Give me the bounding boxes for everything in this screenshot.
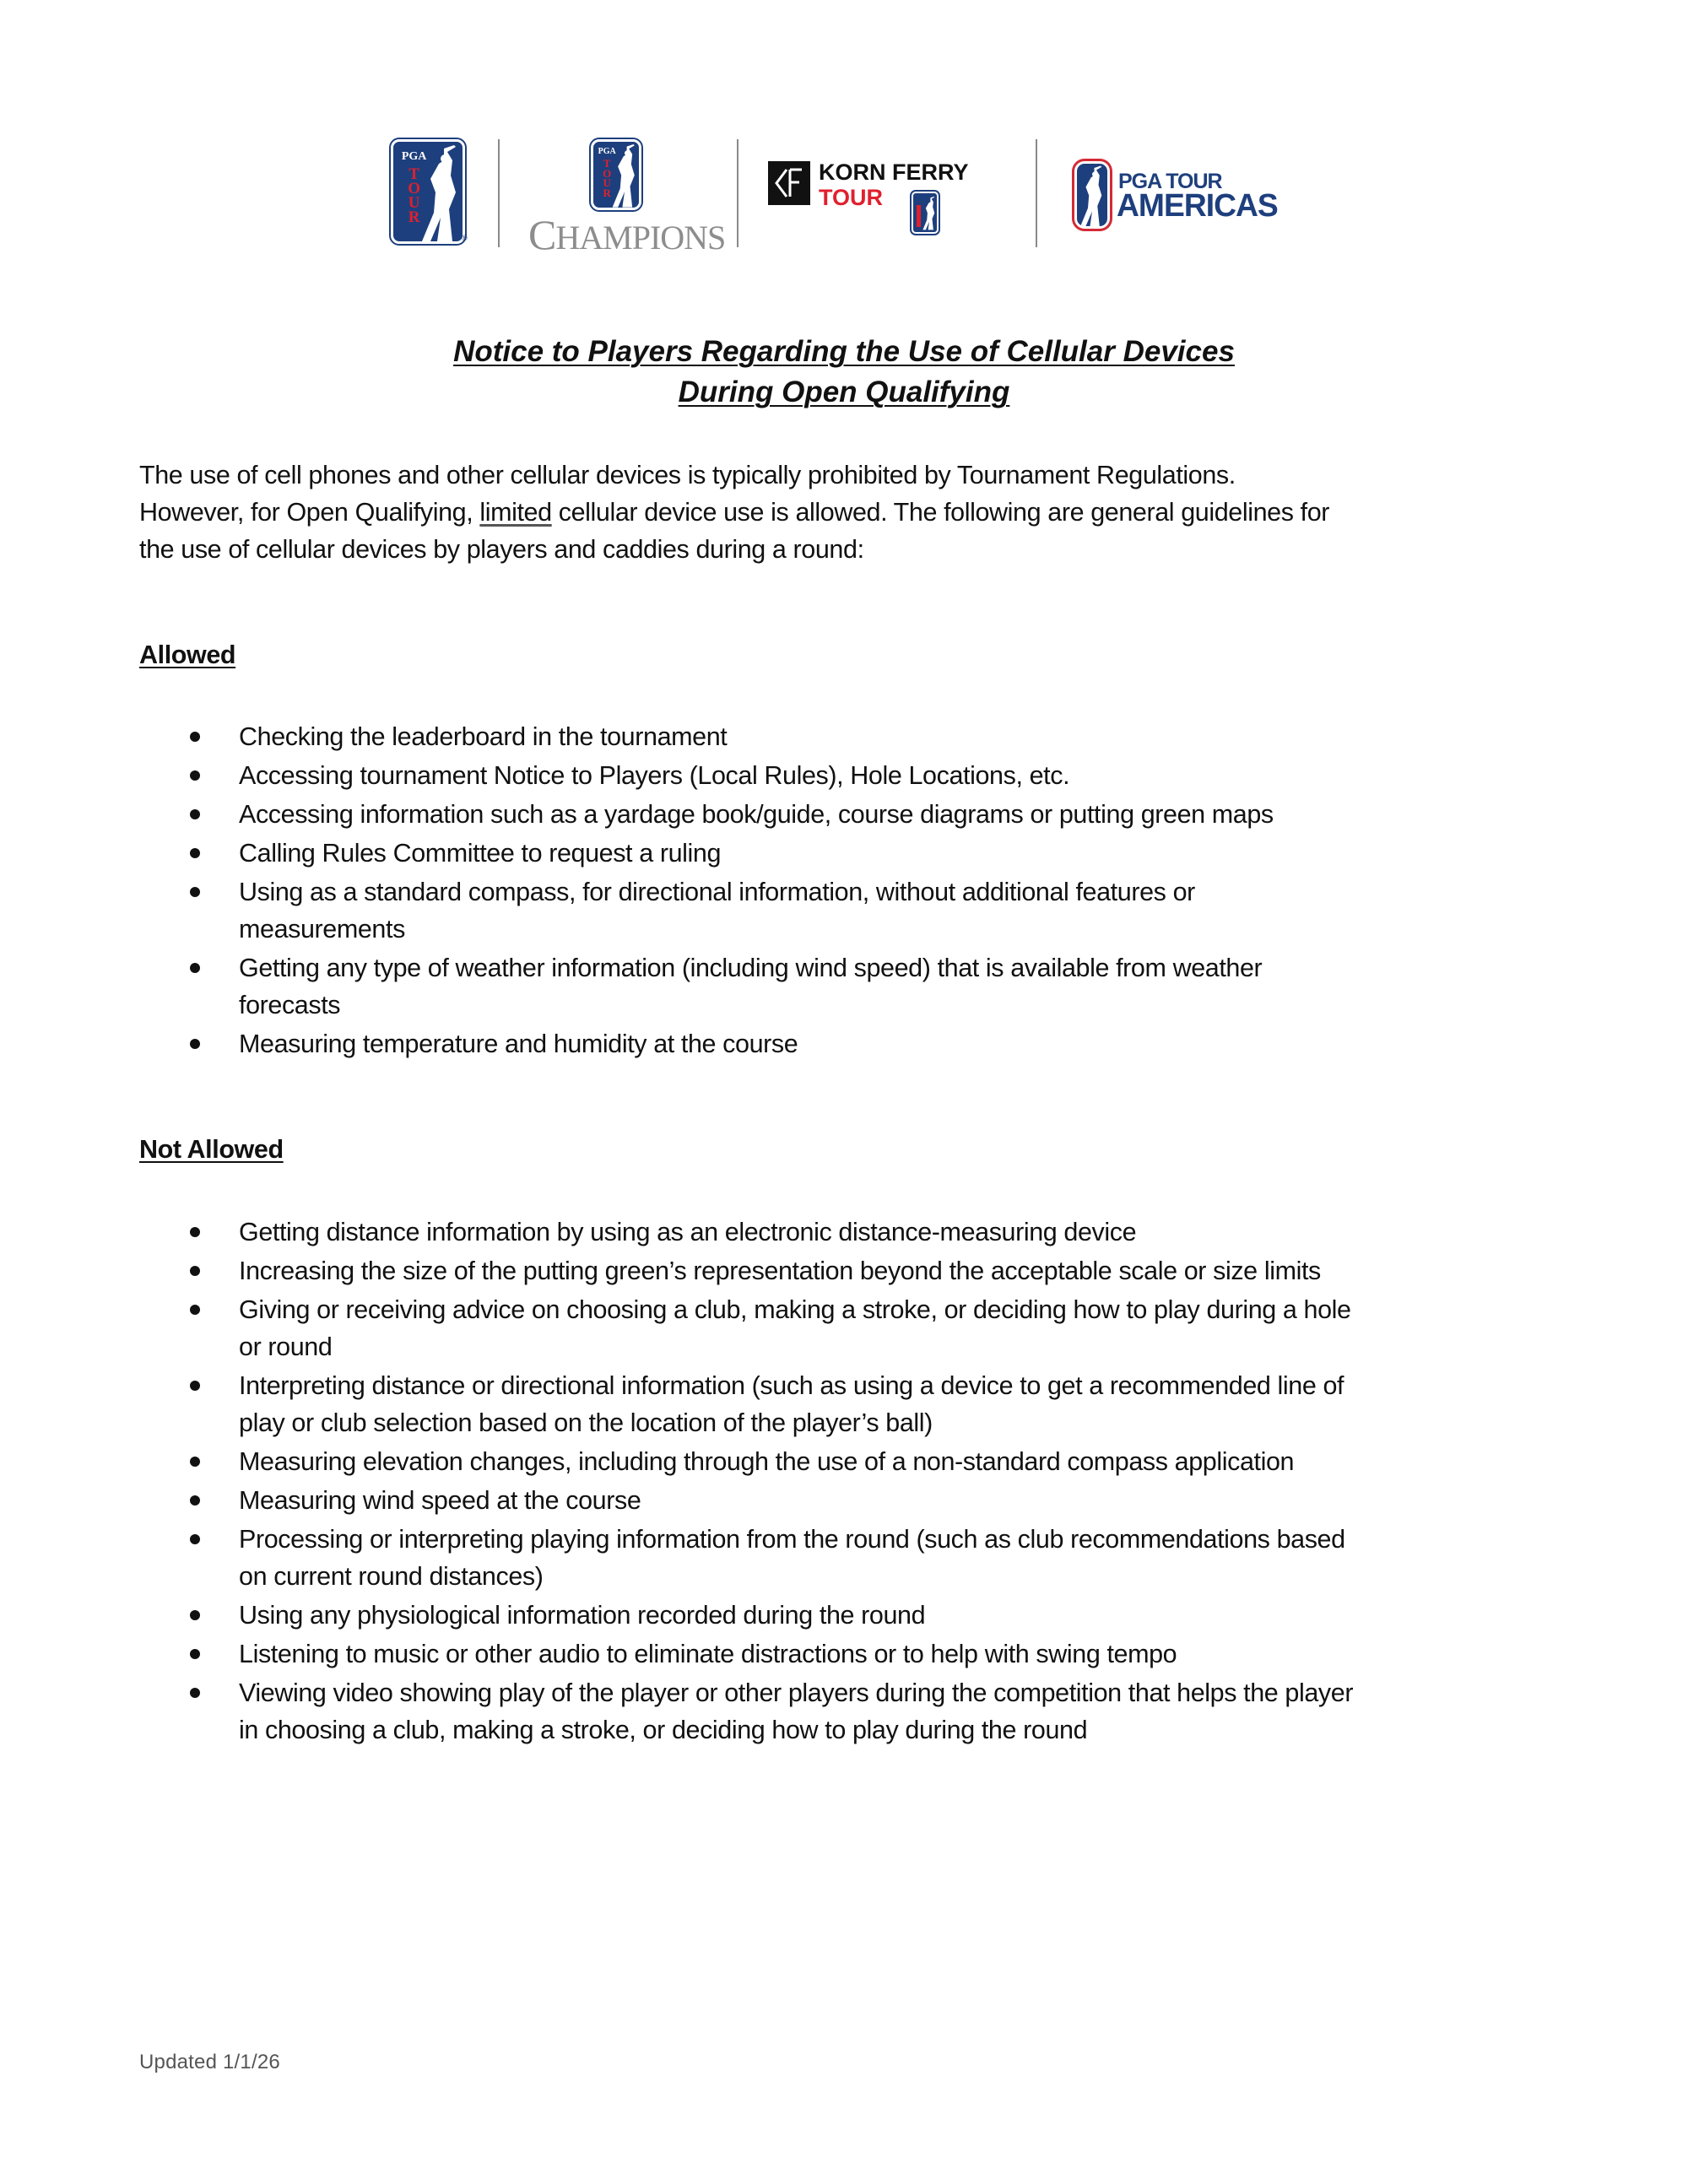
- not-allowed-list: [139, 1214, 1574, 1750]
- champions-shield-icon: [591, 139, 641, 210]
- bullet-icon: [190, 732, 200, 742]
- item-text: forecasts: [239, 991, 341, 1019]
- bullet-icon: [190, 1227, 200, 1237]
- item-text: Increasing the size of the putting green’s representation beyond the acceptable scale or size limits: [239, 1257, 1321, 1285]
- not-allowed-item: [139, 1252, 1574, 1289]
- bullet-icon: [190, 809, 200, 819]
- shield-letter: T: [603, 157, 611, 170]
- golfer-silhouette-icon: [922, 193, 937, 232]
- not-allowed-item: [139, 1291, 1574, 1365]
- intro-line: [139, 494, 1574, 531]
- kf-monogram-glyph-icon: [768, 161, 810, 205]
- intro-paragraph: [139, 457, 1574, 568]
- shield-letter: O: [603, 166, 612, 180]
- korn-ferry-tour-logo: [768, 138, 1021, 251]
- allowed-list: [139, 718, 1574, 1064]
- not-allowed-item: [139, 1443, 1574, 1480]
- golfer-silhouette-icon: [1077, 164, 1107, 226]
- item-text: Giving or receiving advice on choosing a club, making a stroke, or deciding how to play during a hole: [239, 1295, 1351, 1324]
- allowed-item: [139, 718, 1574, 755]
- shield-letter: T: [408, 165, 419, 183]
- intro-text: However, for Open Qualifying,: [139, 498, 480, 527]
- pga-tour-logo: [391, 139, 467, 247]
- item-text: Getting any type of weather information (including wind speed) that is available from weather: [239, 954, 1263, 982]
- golfer-silhouette-icon: [419, 142, 463, 241]
- not-allowed-item: [139, 1482, 1574, 1519]
- champions-initial: C: [528, 211, 556, 258]
- logo-divider: [737, 139, 738, 247]
- updated-date: Updated 1/1/26: [139, 2051, 280, 2073]
- bullet-icon: [190, 1688, 200, 1698]
- item-text: Listening to music or other audio to eliminate distractions or to help with swing tempo: [239, 1640, 1177, 1668]
- bullet-icon: [190, 770, 200, 781]
- intro-line: The use of cell phones and other cellular devices is typically prohibited by Tournament Regulations.: [139, 461, 1236, 489]
- not-allowed-heading: Not Allowed: [139, 1135, 284, 1164]
- pga-tour-champions-logo: [523, 138, 726, 258]
- shield-letter: U: [603, 176, 611, 190]
- golfer-silhouette-icon: [610, 142, 639, 208]
- allowed-heading: Allowed: [139, 641, 236, 669]
- item-text: Accessing information such as a yardage book/guide, course diagrams or putting green maps: [239, 800, 1274, 829]
- pga-tour-shield-icon: [391, 139, 465, 244]
- bullet-icon: [190, 1610, 200, 1620]
- tour-logos-bar: [384, 138, 1321, 258]
- item-text: Measuring elevation changes, including through the use of a non-standard compass application: [239, 1447, 1295, 1476]
- americas-pga-tour-text: PGA TOUR: [1118, 170, 1222, 193]
- bullet-icon: [190, 1457, 200, 1467]
- korn-ferry-tour-text: TOUR: [819, 185, 884, 210]
- not-allowed-item: [139, 1521, 1574, 1595]
- item-text: Getting distance information by using as an electronic distance-measuring device: [239, 1218, 1137, 1246]
- bullet-icon: [190, 1495, 200, 1506]
- item-text: Using any physiological information recorded during the round: [239, 1601, 926, 1630]
- champions-wordmark: [528, 210, 725, 259]
- item-text: in choosing a club, making a stroke, or deciding how to play during the round: [239, 1716, 1088, 1744]
- allowed-item: [139, 873, 1574, 948]
- bullet-icon: [190, 1381, 200, 1391]
- bullet-icon: [190, 1534, 200, 1544]
- shield-letter: R: [603, 187, 611, 200]
- pga-tour-americas-logo: [1069, 138, 1323, 251]
- allowed-item: [139, 949, 1574, 1024]
- champions-rest: HAMPIONS: [555, 219, 726, 257]
- item-text: measurements: [239, 915, 405, 943]
- shield-letter: U: [408, 194, 420, 213]
- underlined-limited: limited: [479, 498, 552, 527]
- registered-mark: ®: [462, 234, 468, 242]
- allowed-item: [139, 835, 1574, 872]
- item-text: on current round distances): [239, 1562, 544, 1591]
- intro-line: the use of cellular devices by players and caddies during a round:: [139, 535, 864, 564]
- shield-letter: O: [408, 180, 420, 198]
- bullet-icon: [190, 1039, 200, 1049]
- shield-letter: R: [408, 208, 420, 227]
- bullet-icon: [190, 963, 200, 973]
- title-line-1: Notice to Players Regarding the Use of Cellular Devices: [453, 335, 1235, 368]
- bullet-icon: [190, 1305, 200, 1315]
- bullet-icon: [190, 848, 200, 858]
- item-text: Calling Rules Committee to request a ruling: [239, 839, 722, 868]
- not-allowed-item: [139, 1635, 1574, 1673]
- page-title: [0, 332, 1688, 413]
- item-text: play or club selection based on the location of the player’s ball): [239, 1408, 933, 1437]
- item-text: or round: [239, 1333, 333, 1361]
- bullet-icon: [190, 887, 200, 897]
- item-text: Viewing video showing play of the player or other players during the competition that helps the player: [239, 1679, 1354, 1707]
- title-line-2: During Open Qualifying: [678, 376, 1010, 408]
- shield-tour-mark: [917, 205, 921, 227]
- intro-text: cellular device use is allowed. The following are general guidelines for: [551, 498, 1330, 527]
- americas-shield-icon: [1074, 161, 1110, 229]
- allowed-item: [139, 796, 1574, 833]
- item-text: Measuring temperature and humidity at the course: [239, 1030, 798, 1058]
- logo-divider: [498, 139, 500, 247]
- not-allowed-item: [139, 1367, 1574, 1441]
- kf-pga-shield-icon: [912, 192, 939, 234]
- item-text: Accessing tournament Notice to Players (Local Rules), Hole Locations, etc.: [239, 761, 1070, 790]
- bullet-icon: [190, 1266, 200, 1276]
- allowed-item: [139, 757, 1574, 794]
- item-text: Measuring wind speed at the course: [239, 1486, 641, 1515]
- item-text: Processing or interpreting playing information from the round (such as club recommendations based: [239, 1525, 1345, 1554]
- item-text: Interpreting distance or directional information (such as using a device to get a recommended line of: [239, 1371, 1344, 1400]
- shield-pga-text: PGA: [598, 147, 616, 156]
- logo-divider: [1036, 139, 1037, 247]
- not-allowed-item: [139, 1597, 1574, 1634]
- not-allowed-item: [139, 1674, 1574, 1749]
- item-text: Using as a standard compass, for directional information, without additional features or: [239, 878, 1195, 906]
- shield-pga-text: PGA: [401, 150, 427, 163]
- bullet-icon: [190, 1649, 200, 1659]
- kf-monogram-icon: [768, 161, 810, 205]
- item-text: Checking the leaderboard in the tournament: [239, 722, 728, 751]
- korn-ferry-text: KORN FERRY: [819, 159, 969, 185]
- allowed-item: [139, 1025, 1574, 1062]
- not-allowed-item: [139, 1214, 1574, 1251]
- americas-text: AMERICAS: [1117, 188, 1278, 224]
